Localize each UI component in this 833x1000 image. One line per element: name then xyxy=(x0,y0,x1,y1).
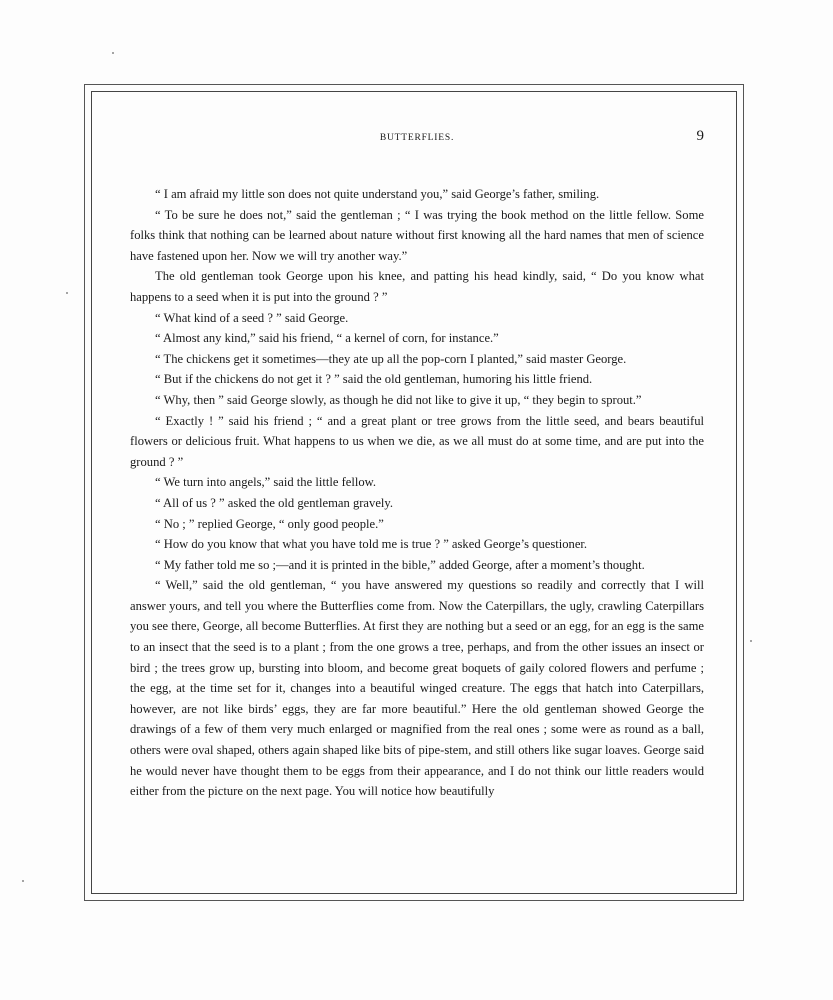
paragraph: “ We turn into angels,” said the little fellow. xyxy=(155,475,377,490)
paragraph: “ I am afraid my little son does not quite understand you,” said George’s father, smiling. xyxy=(155,187,600,201)
paper-speck xyxy=(22,880,24,882)
paragraph: “ But if the chickens do not get it ? ” said the old gentleman, humoring his little friend. xyxy=(155,372,593,387)
page-number: 9 xyxy=(696,128,704,144)
paper-speck xyxy=(750,640,752,642)
paragraph: “ Well,” said the old gentleman, “ you have answered my questions so readily and correctly that I will answer yours, and tell you where the Butterflies come from. Now the Caterpillars, the ugly, crawling Caterpillars you see there, George, all become Butterflies. At first they are nothing but a seed or an egg, for an egg is the same to an insect that the seed is to a plant ; from the one grows a tree, perhaps, and from the other issues an insect or bird ; the trees grow up, bursting into bloom, and become great boquets of gaily colored flowers and perfume ; the egg, at the time set for it, changes into a beautiful winged creature. The eggs that hatch into Caterpillars, however, are not like birds’ eggs, they are far more beautiful.” Here the old gentleman showed George the drawings of a few of them very much enlarged or magnified from the real ones ; some were as round as a ball, others were oval shaped, others again shaped like bits of pipe-stem, and still others like sugar loaves. George said he would never have thought them to be eggs from their appearance, and I do not think our little readers would either from the picture on the next page. You will notice how beautifully xyxy=(130,578,704,799)
paragraph: “ Exactly ! ” said his friend ; “ and a great plant or tree grows from the little seed, and bears beautiful flowers or delicious fruit. What happens to us when we die, as we all must do at some time, and are put into the ground ? ” xyxy=(130,413,704,469)
paragraph: “ How do you know that what you have told me is true ? ” asked George’s questioner. xyxy=(155,537,588,552)
paragraph: “ Why, then ” said George slowly, as though he did not like to give it up, “ they begin to sprout.” xyxy=(155,392,642,407)
paragraph: “ The chickens get it sometimes—they ate up all the pop-corn I planted,” said master George. xyxy=(155,351,627,366)
running-head-title: BUTTERFLIES. xyxy=(379,133,455,143)
paper-speck xyxy=(66,292,68,294)
paper-speck xyxy=(112,52,114,54)
paragraph: “ Almost any kind,” said his friend, “ a kernel of corn, for instance.” xyxy=(155,331,499,346)
paragraph: The old gentleman took George upon his knee, and patting his head kindly, said, “ Do you know what happens to a seed when it is put into the ground ? ” xyxy=(130,269,704,304)
running-head xyxy=(130,128,704,148)
paragraph: “ What kind of a seed ? ” said George. xyxy=(155,310,349,325)
paragraph: “ To be sure he does not,” said the gentleman ; “ I was trying the book method on the little fellow. Some folks think that nothing can be learned about nature without first knowing all the hard names that men of science have fastened upon her. Now we will try another way.” xyxy=(130,207,704,263)
paragraph: “ No ; ” replied George, “ only good people.” xyxy=(155,516,384,531)
body-text xyxy=(130,184,704,802)
paragraph: “ My father told me so ;—and it is printed in the bible,” added George, after a moment’s thought. xyxy=(155,557,645,572)
paragraph: “ All of us ? ” asked the old gentleman gravely. xyxy=(155,495,394,510)
